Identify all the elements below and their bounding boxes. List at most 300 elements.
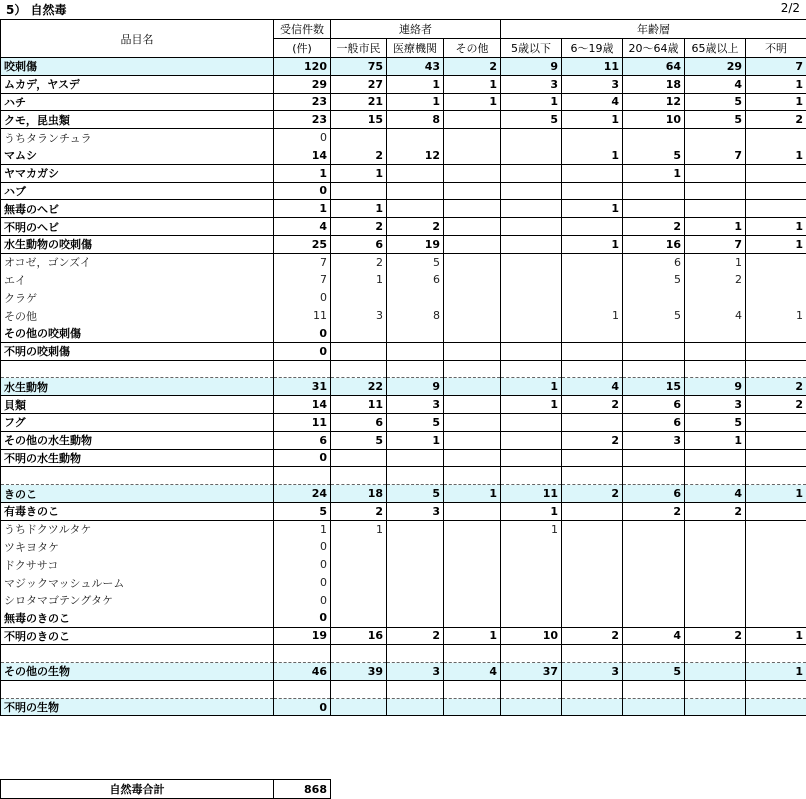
value-cell <box>685 645 746 663</box>
value-cell <box>444 218 501 236</box>
value-cell <box>387 182 444 200</box>
value-cell <box>444 467 501 485</box>
value-cell: 10 <box>501 627 562 645</box>
value-cell <box>387 360 444 378</box>
value-cell <box>746 680 806 698</box>
value-cell: 0 <box>274 182 331 200</box>
item-name: 不明のヘビ <box>1 218 274 236</box>
value-cell: 15 <box>331 111 387 129</box>
value-cell: 6 <box>623 253 685 271</box>
table-row <box>1 58 806 76</box>
value-cell <box>623 200 685 218</box>
value-cell <box>274 360 331 378</box>
value-cell: 1 <box>746 235 806 253</box>
value-cell <box>501 235 562 253</box>
value-cell <box>387 342 444 360</box>
value-cell <box>387 538 444 556</box>
value-cell <box>562 645 623 663</box>
value-cell: 1 <box>501 378 562 396</box>
value-cell: 0 <box>274 324 331 342</box>
value-cell: 6 <box>331 235 387 253</box>
value-cell <box>331 324 387 342</box>
table-row <box>1 218 806 236</box>
value-cell: 6 <box>623 396 685 414</box>
value-cell <box>387 609 444 627</box>
value-cell <box>501 289 562 307</box>
value-cell <box>444 698 501 716</box>
value-cell: 6 <box>331 413 387 431</box>
value-cell: 16 <box>331 627 387 645</box>
value-cell <box>331 538 387 556</box>
value-cell: 2 <box>331 502 387 520</box>
value-cell: 2 <box>331 253 387 271</box>
value-cell: 3 <box>562 75 623 93</box>
table-row <box>1 609 806 627</box>
value-cell <box>746 360 806 378</box>
value-cell <box>562 413 623 431</box>
table-row <box>1 307 806 325</box>
value-cell: 11 <box>501 485 562 503</box>
value-cell <box>746 182 806 200</box>
value-cell: 10 <box>623 111 685 129</box>
table-row <box>1 129 806 147</box>
value-cell <box>444 129 501 147</box>
value-cell <box>501 698 562 716</box>
value-cell: 1 <box>685 253 746 271</box>
value-cell <box>444 378 501 396</box>
value-cell: 5 <box>623 663 685 681</box>
header-received: 受信件数 <box>274 20 331 39</box>
value-cell <box>501 342 562 360</box>
value-cell <box>501 146 562 164</box>
value-cell: 2 <box>746 378 806 396</box>
value-cell <box>685 200 746 218</box>
value-cell <box>746 645 806 663</box>
value-cell <box>623 324 685 342</box>
item-name: きのこ <box>1 485 274 503</box>
value-cell <box>444 307 501 325</box>
value-cell: 29 <box>274 75 331 93</box>
table-row <box>1 485 806 503</box>
value-cell: 1 <box>746 75 806 93</box>
value-cell <box>501 449 562 467</box>
value-cell <box>387 129 444 147</box>
table-row <box>1 164 806 182</box>
value-cell: 1 <box>444 485 501 503</box>
value-cell <box>387 645 444 663</box>
value-cell: 11 <box>331 396 387 414</box>
item-name: その他 <box>1 307 274 325</box>
value-cell <box>623 467 685 485</box>
header-item-name: 品目名 <box>1 20 274 58</box>
value-cell <box>562 218 623 236</box>
value-cell <box>562 698 623 716</box>
value-cell: 2 <box>387 627 444 645</box>
value-cell: 1 <box>274 520 331 538</box>
item-name: ハブ <box>1 182 274 200</box>
value-cell <box>685 663 746 681</box>
value-cell <box>387 289 444 307</box>
value-cell <box>274 467 331 485</box>
value-cell: 25 <box>274 235 331 253</box>
value-cell <box>746 413 806 431</box>
value-cell <box>501 129 562 147</box>
value-cell: 4 <box>562 93 623 111</box>
item-name: ツキヨタケ <box>1 538 274 556</box>
value-cell <box>562 289 623 307</box>
value-cell <box>444 360 501 378</box>
header-contact-other: その他 <box>444 39 501 58</box>
value-cell: 14 <box>274 146 331 164</box>
value-cell: 12 <box>387 146 444 164</box>
value-cell: 6 <box>623 485 685 503</box>
value-cell <box>331 591 387 609</box>
value-cell <box>562 182 623 200</box>
value-cell <box>444 609 501 627</box>
value-cell <box>501 556 562 574</box>
value-cell: 7 <box>685 146 746 164</box>
value-cell <box>444 289 501 307</box>
value-cell <box>387 556 444 574</box>
value-cell <box>746 289 806 307</box>
value-cell <box>623 129 685 147</box>
value-cell <box>685 324 746 342</box>
table-row <box>1 574 806 592</box>
value-cell: 0 <box>274 129 331 147</box>
value-cell: 27 <box>331 75 387 93</box>
value-cell: 1 <box>623 164 685 182</box>
value-cell <box>501 324 562 342</box>
value-cell: 1 <box>501 502 562 520</box>
table-row <box>1 200 806 218</box>
value-cell: 1 <box>746 93 806 111</box>
value-cell <box>501 182 562 200</box>
value-cell: 1 <box>331 271 387 289</box>
total-value: 868 <box>274 780 331 799</box>
table-row <box>1 627 806 645</box>
table-row <box>1 591 806 609</box>
value-cell: 1 <box>746 627 806 645</box>
value-cell: 7 <box>274 253 331 271</box>
item-name: うちドクツルタケ <box>1 520 274 538</box>
value-cell: 5 <box>501 111 562 129</box>
value-cell: 120 <box>274 58 331 76</box>
page-number: 2/2 <box>781 1 800 15</box>
table-row <box>1 235 806 253</box>
value-cell: 2 <box>623 502 685 520</box>
item-name: うちタランチュラ <box>1 129 274 147</box>
value-cell: 46 <box>274 663 331 681</box>
value-cell <box>562 591 623 609</box>
table-row <box>1 324 806 342</box>
value-cell: 5 <box>387 413 444 431</box>
item-name: クモ，昆虫類 <box>1 111 274 129</box>
table-row <box>1 342 806 360</box>
value-cell: 43 <box>387 58 444 76</box>
item-name: マムシ <box>1 146 274 164</box>
table-row <box>1 645 806 663</box>
value-cell: 11 <box>274 307 331 325</box>
value-cell <box>623 289 685 307</box>
value-cell: 5 <box>623 146 685 164</box>
value-cell: 15 <box>623 378 685 396</box>
item-name: オコゼ，ゴンズイ <box>1 253 274 271</box>
item-name: 水生動物 <box>1 378 274 396</box>
value-cell <box>746 467 806 485</box>
value-cell <box>562 360 623 378</box>
item-name: ヤマカガシ <box>1 164 274 182</box>
value-cell: 1 <box>444 93 501 111</box>
value-cell <box>746 129 806 147</box>
value-cell: 19 <box>387 235 444 253</box>
item-name: シロタマゴテングタケ <box>1 591 274 609</box>
item-name <box>1 645 274 663</box>
value-cell <box>331 129 387 147</box>
value-cell <box>623 556 685 574</box>
total-label: 自然毒合計 <box>1 780 274 799</box>
value-cell: 0 <box>274 342 331 360</box>
value-cell: 5 <box>623 307 685 325</box>
value-cell: 1 <box>331 200 387 218</box>
value-cell <box>387 467 444 485</box>
value-cell <box>274 680 331 698</box>
value-cell <box>444 449 501 467</box>
value-cell <box>623 645 685 663</box>
value-cell <box>501 467 562 485</box>
value-cell <box>444 591 501 609</box>
value-cell: 2 <box>562 485 623 503</box>
header-age-6-19: 6～19歳 <box>562 39 623 58</box>
value-cell <box>685 182 746 200</box>
item-name: 咬刺傷 <box>1 58 274 76</box>
value-cell <box>331 182 387 200</box>
table-row <box>1 467 806 485</box>
value-cell <box>331 680 387 698</box>
value-cell: 1 <box>746 485 806 503</box>
table-row <box>1 146 806 164</box>
value-cell <box>444 574 501 592</box>
value-cell <box>444 502 501 520</box>
value-cell <box>623 591 685 609</box>
value-cell: 5 <box>685 111 746 129</box>
value-cell: 21 <box>331 93 387 111</box>
value-cell <box>501 253 562 271</box>
value-cell <box>331 360 387 378</box>
value-cell <box>501 200 562 218</box>
value-cell <box>444 431 501 449</box>
value-cell: 2 <box>444 58 501 76</box>
value-cell <box>685 360 746 378</box>
value-cell: 6 <box>274 431 331 449</box>
value-cell <box>501 307 562 325</box>
item-name <box>1 360 274 378</box>
value-cell <box>444 413 501 431</box>
value-cell <box>331 467 387 485</box>
value-cell: 2 <box>562 396 623 414</box>
header-age-unknown: 不明 <box>746 39 806 58</box>
value-cell: 4 <box>562 378 623 396</box>
value-cell <box>746 502 806 520</box>
value-cell <box>501 538 562 556</box>
section-title: 5） 自然毒 <box>6 1 67 18</box>
value-cell: 5 <box>274 502 331 520</box>
value-cell: 2 <box>623 218 685 236</box>
value-cell <box>501 413 562 431</box>
item-name: その他の水生動物 <box>1 431 274 449</box>
value-cell: 5 <box>685 413 746 431</box>
value-cell <box>387 698 444 716</box>
value-cell <box>562 538 623 556</box>
value-cell: 1 <box>444 627 501 645</box>
value-cell: 0 <box>274 556 331 574</box>
value-cell: 4 <box>685 75 746 93</box>
value-cell: 18 <box>331 485 387 503</box>
value-cell <box>501 164 562 182</box>
value-cell: 1 <box>387 75 444 93</box>
value-cell <box>387 324 444 342</box>
value-cell <box>746 253 806 271</box>
value-cell: 5 <box>685 93 746 111</box>
value-cell: 1 <box>685 431 746 449</box>
value-cell <box>331 645 387 663</box>
value-cell: 1 <box>562 111 623 129</box>
value-cell: 1 <box>501 396 562 414</box>
value-cell: 8 <box>387 307 444 325</box>
value-cell <box>746 538 806 556</box>
table-row <box>1 396 806 414</box>
value-cell: 11 <box>562 58 623 76</box>
value-cell: 0 <box>274 449 331 467</box>
value-cell <box>623 538 685 556</box>
value-cell <box>685 467 746 485</box>
item-name: 無毒のヘビ <box>1 200 274 218</box>
value-cell <box>685 289 746 307</box>
value-cell: 6 <box>623 413 685 431</box>
value-cell: 1 <box>562 307 623 325</box>
value-cell <box>331 609 387 627</box>
value-cell: 1 <box>387 431 444 449</box>
table-row <box>1 111 806 129</box>
value-cell <box>623 680 685 698</box>
value-cell: 1 <box>685 218 746 236</box>
value-cell <box>562 467 623 485</box>
value-cell: 3 <box>387 663 444 681</box>
table-row <box>1 360 806 378</box>
value-cell <box>387 200 444 218</box>
value-cell: 3 <box>387 502 444 520</box>
value-cell <box>562 342 623 360</box>
table-row <box>1 520 806 538</box>
value-cell <box>501 609 562 627</box>
value-cell <box>444 271 501 289</box>
value-cell: 31 <box>274 378 331 396</box>
value-cell <box>562 164 623 182</box>
value-cell <box>623 520 685 538</box>
value-cell <box>685 342 746 360</box>
value-cell: 6 <box>387 271 444 289</box>
table-row <box>1 538 806 556</box>
value-cell: 1 <box>746 307 806 325</box>
value-cell <box>746 431 806 449</box>
value-cell <box>501 431 562 449</box>
value-cell: 2 <box>562 431 623 449</box>
value-cell <box>444 645 501 663</box>
value-cell: 2 <box>562 627 623 645</box>
value-cell <box>444 396 501 414</box>
value-cell <box>562 574 623 592</box>
value-cell: 24 <box>274 485 331 503</box>
table-row <box>1 271 806 289</box>
value-cell: 4 <box>274 218 331 236</box>
header-received-unit: (件) <box>274 39 331 58</box>
value-cell: 1 <box>501 93 562 111</box>
value-cell: 2 <box>331 218 387 236</box>
value-cell <box>685 574 746 592</box>
value-cell <box>387 591 444 609</box>
value-cell: 4 <box>623 627 685 645</box>
value-cell <box>444 538 501 556</box>
value-cell <box>562 324 623 342</box>
value-cell: 0 <box>274 289 331 307</box>
value-cell <box>746 271 806 289</box>
table-row <box>1 253 806 271</box>
value-cell <box>685 609 746 627</box>
value-cell: 0 <box>274 538 331 556</box>
value-cell: 18 <box>623 75 685 93</box>
value-cell <box>623 360 685 378</box>
value-cell: 0 <box>274 591 331 609</box>
value-cell: 5 <box>331 431 387 449</box>
value-cell <box>501 591 562 609</box>
value-cell <box>331 556 387 574</box>
item-name: その他の咬刺傷 <box>1 324 274 342</box>
item-name: フグ <box>1 413 274 431</box>
value-cell: 5 <box>623 271 685 289</box>
header-age-group: 年齢層 <box>501 20 806 39</box>
value-cell: 9 <box>685 378 746 396</box>
value-cell <box>685 591 746 609</box>
value-cell: 1 <box>331 520 387 538</box>
value-cell: 2 <box>387 218 444 236</box>
value-cell: 1 <box>444 75 501 93</box>
table-row <box>1 449 806 467</box>
value-cell <box>562 556 623 574</box>
value-cell <box>387 164 444 182</box>
table-row <box>1 698 806 716</box>
value-cell: 3 <box>685 396 746 414</box>
value-cell <box>387 449 444 467</box>
value-cell <box>562 449 623 467</box>
value-cell: 4 <box>685 307 746 325</box>
item-name: クラゲ <box>1 289 274 307</box>
value-cell: 14 <box>274 396 331 414</box>
value-cell: 9 <box>501 58 562 76</box>
value-cell <box>501 645 562 663</box>
item-name: ムカデ，ヤスデ <box>1 75 274 93</box>
value-cell <box>685 698 746 716</box>
value-cell <box>623 609 685 627</box>
table-row <box>1 413 806 431</box>
header-age-20-64: 20～64歳 <box>623 39 685 58</box>
value-cell: 4 <box>444 663 501 681</box>
value-cell <box>501 574 562 592</box>
value-cell <box>562 129 623 147</box>
table-row <box>1 75 806 93</box>
value-cell: 1 <box>274 164 331 182</box>
value-cell <box>746 449 806 467</box>
value-cell <box>746 609 806 627</box>
value-cell <box>623 698 685 716</box>
